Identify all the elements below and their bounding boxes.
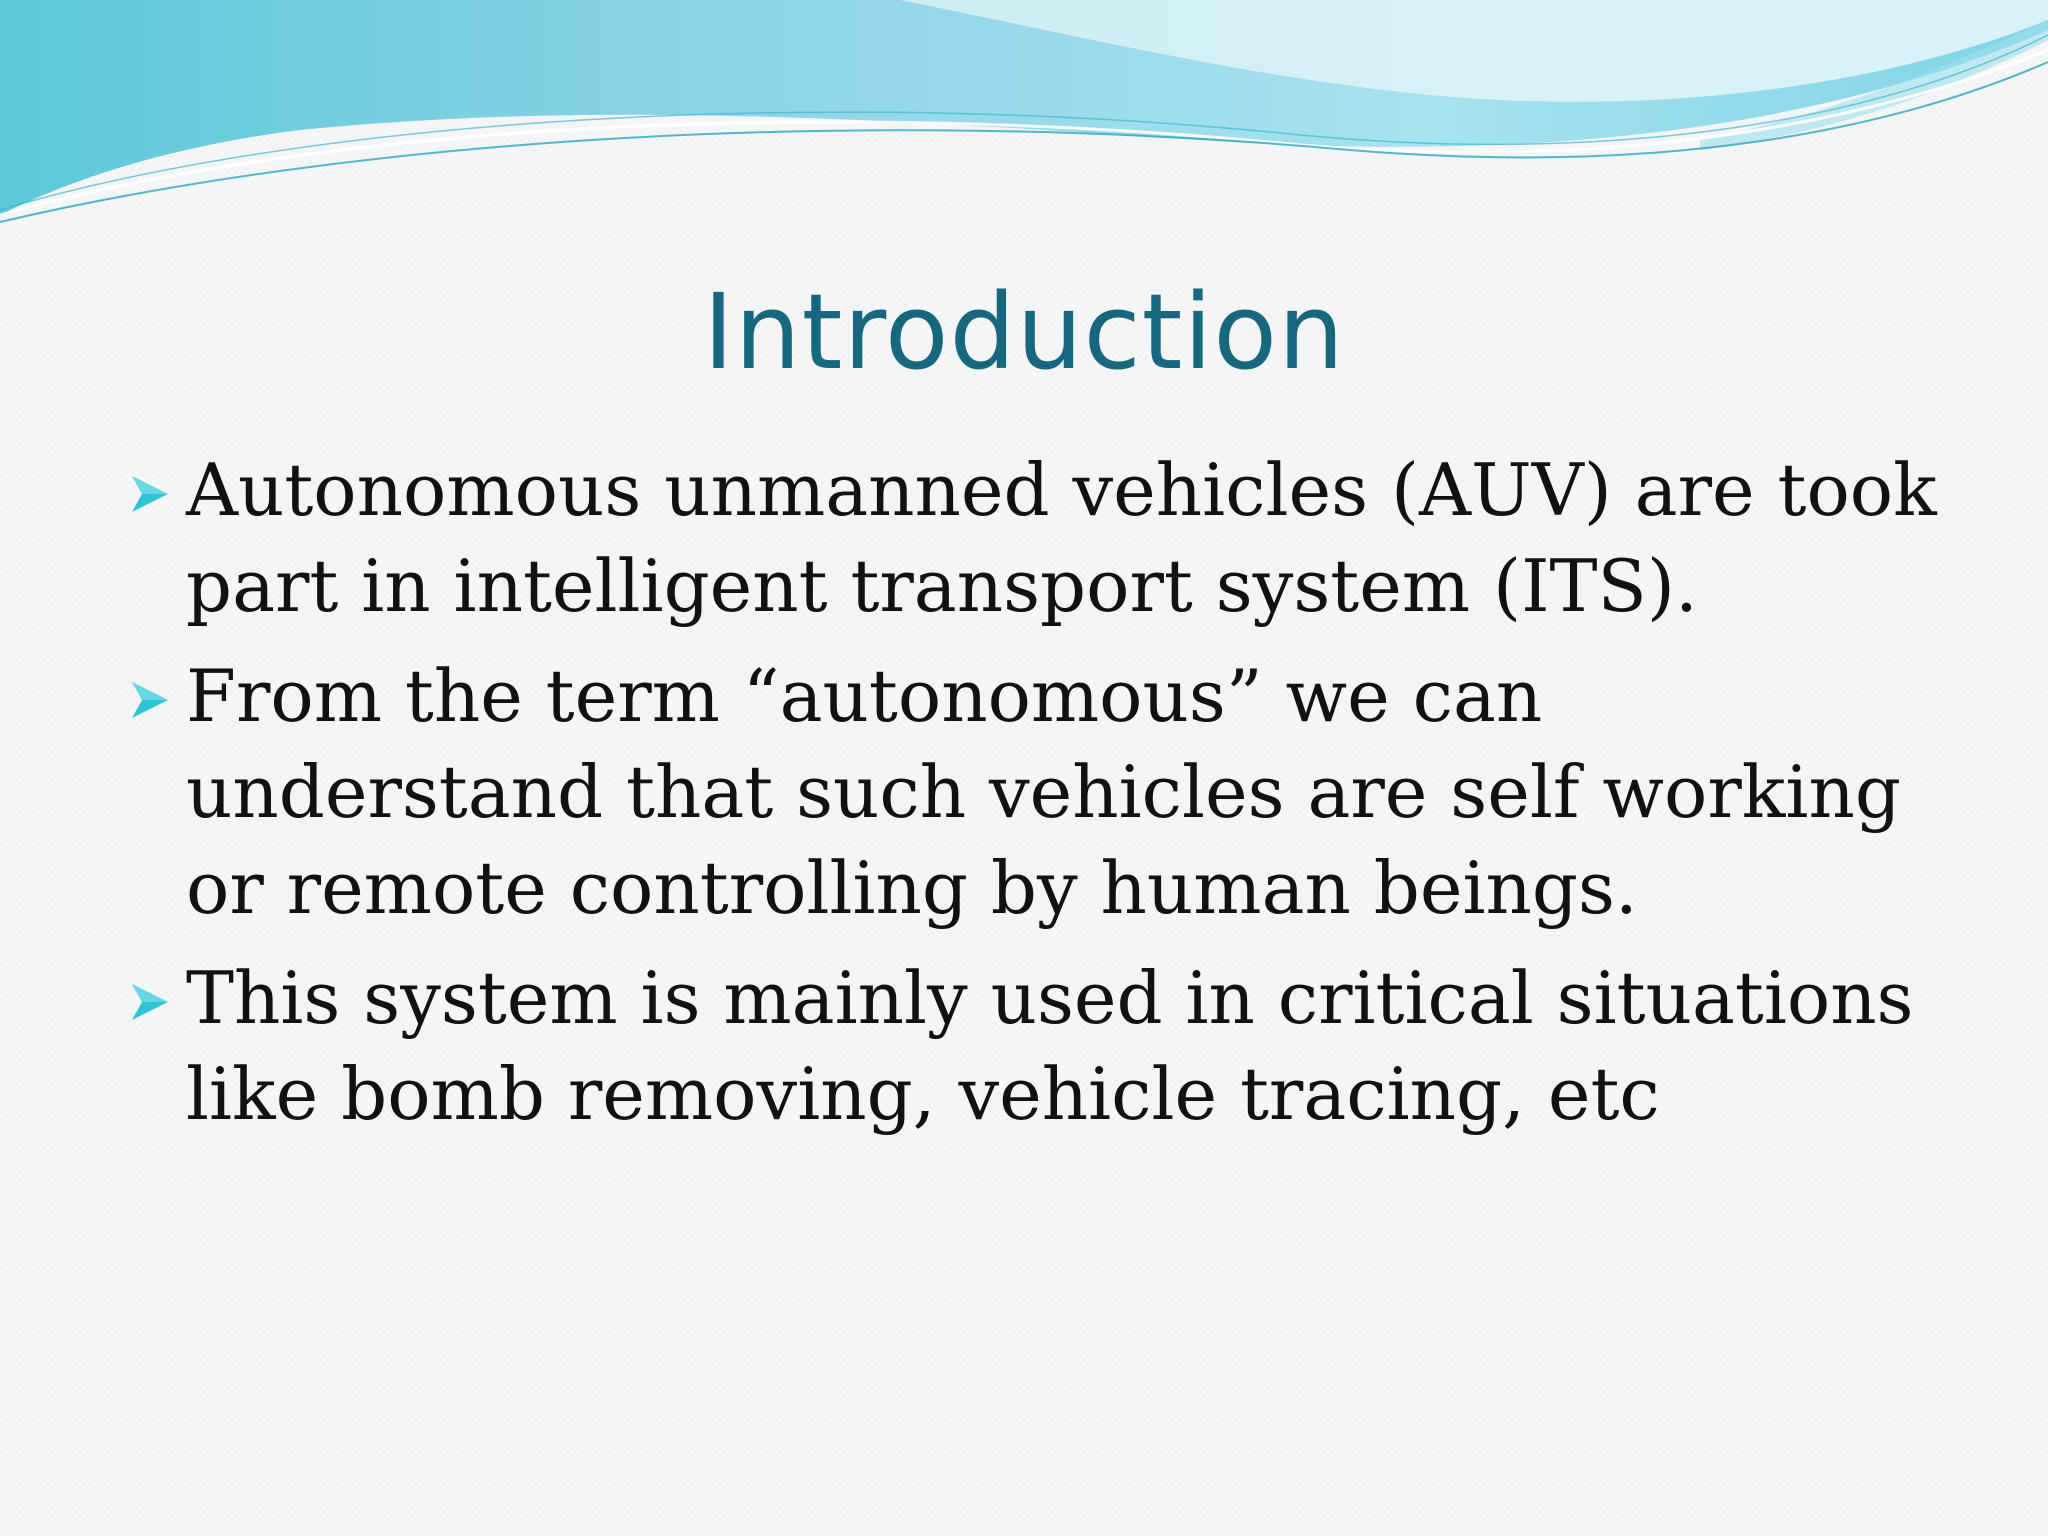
arrowhead-bullet-icon xyxy=(128,472,172,516)
bullet-list xyxy=(128,442,1948,1156)
bullet-item xyxy=(128,442,1948,634)
bullet-text: This system is mainly used in critical situations like bomb removing, vehicle tracing, etc xyxy=(186,956,1914,1136)
bullet-item xyxy=(128,648,1948,936)
slide-title: Introduction xyxy=(703,271,1345,393)
decorative-wave-banner xyxy=(0,0,2048,260)
arrowhead-bullet-icon xyxy=(128,678,172,722)
bullet-text: From the term “autonomous” we can understand that such vehicles are self working or remote controlling by human beings. xyxy=(186,654,1901,930)
bullet-text: Autonomous unmanned vehicles (AUV) are took part in intelligent transport system (ITS). xyxy=(186,448,1937,628)
bullet-item xyxy=(128,950,1948,1142)
arrowhead-bullet-icon xyxy=(128,980,172,1024)
